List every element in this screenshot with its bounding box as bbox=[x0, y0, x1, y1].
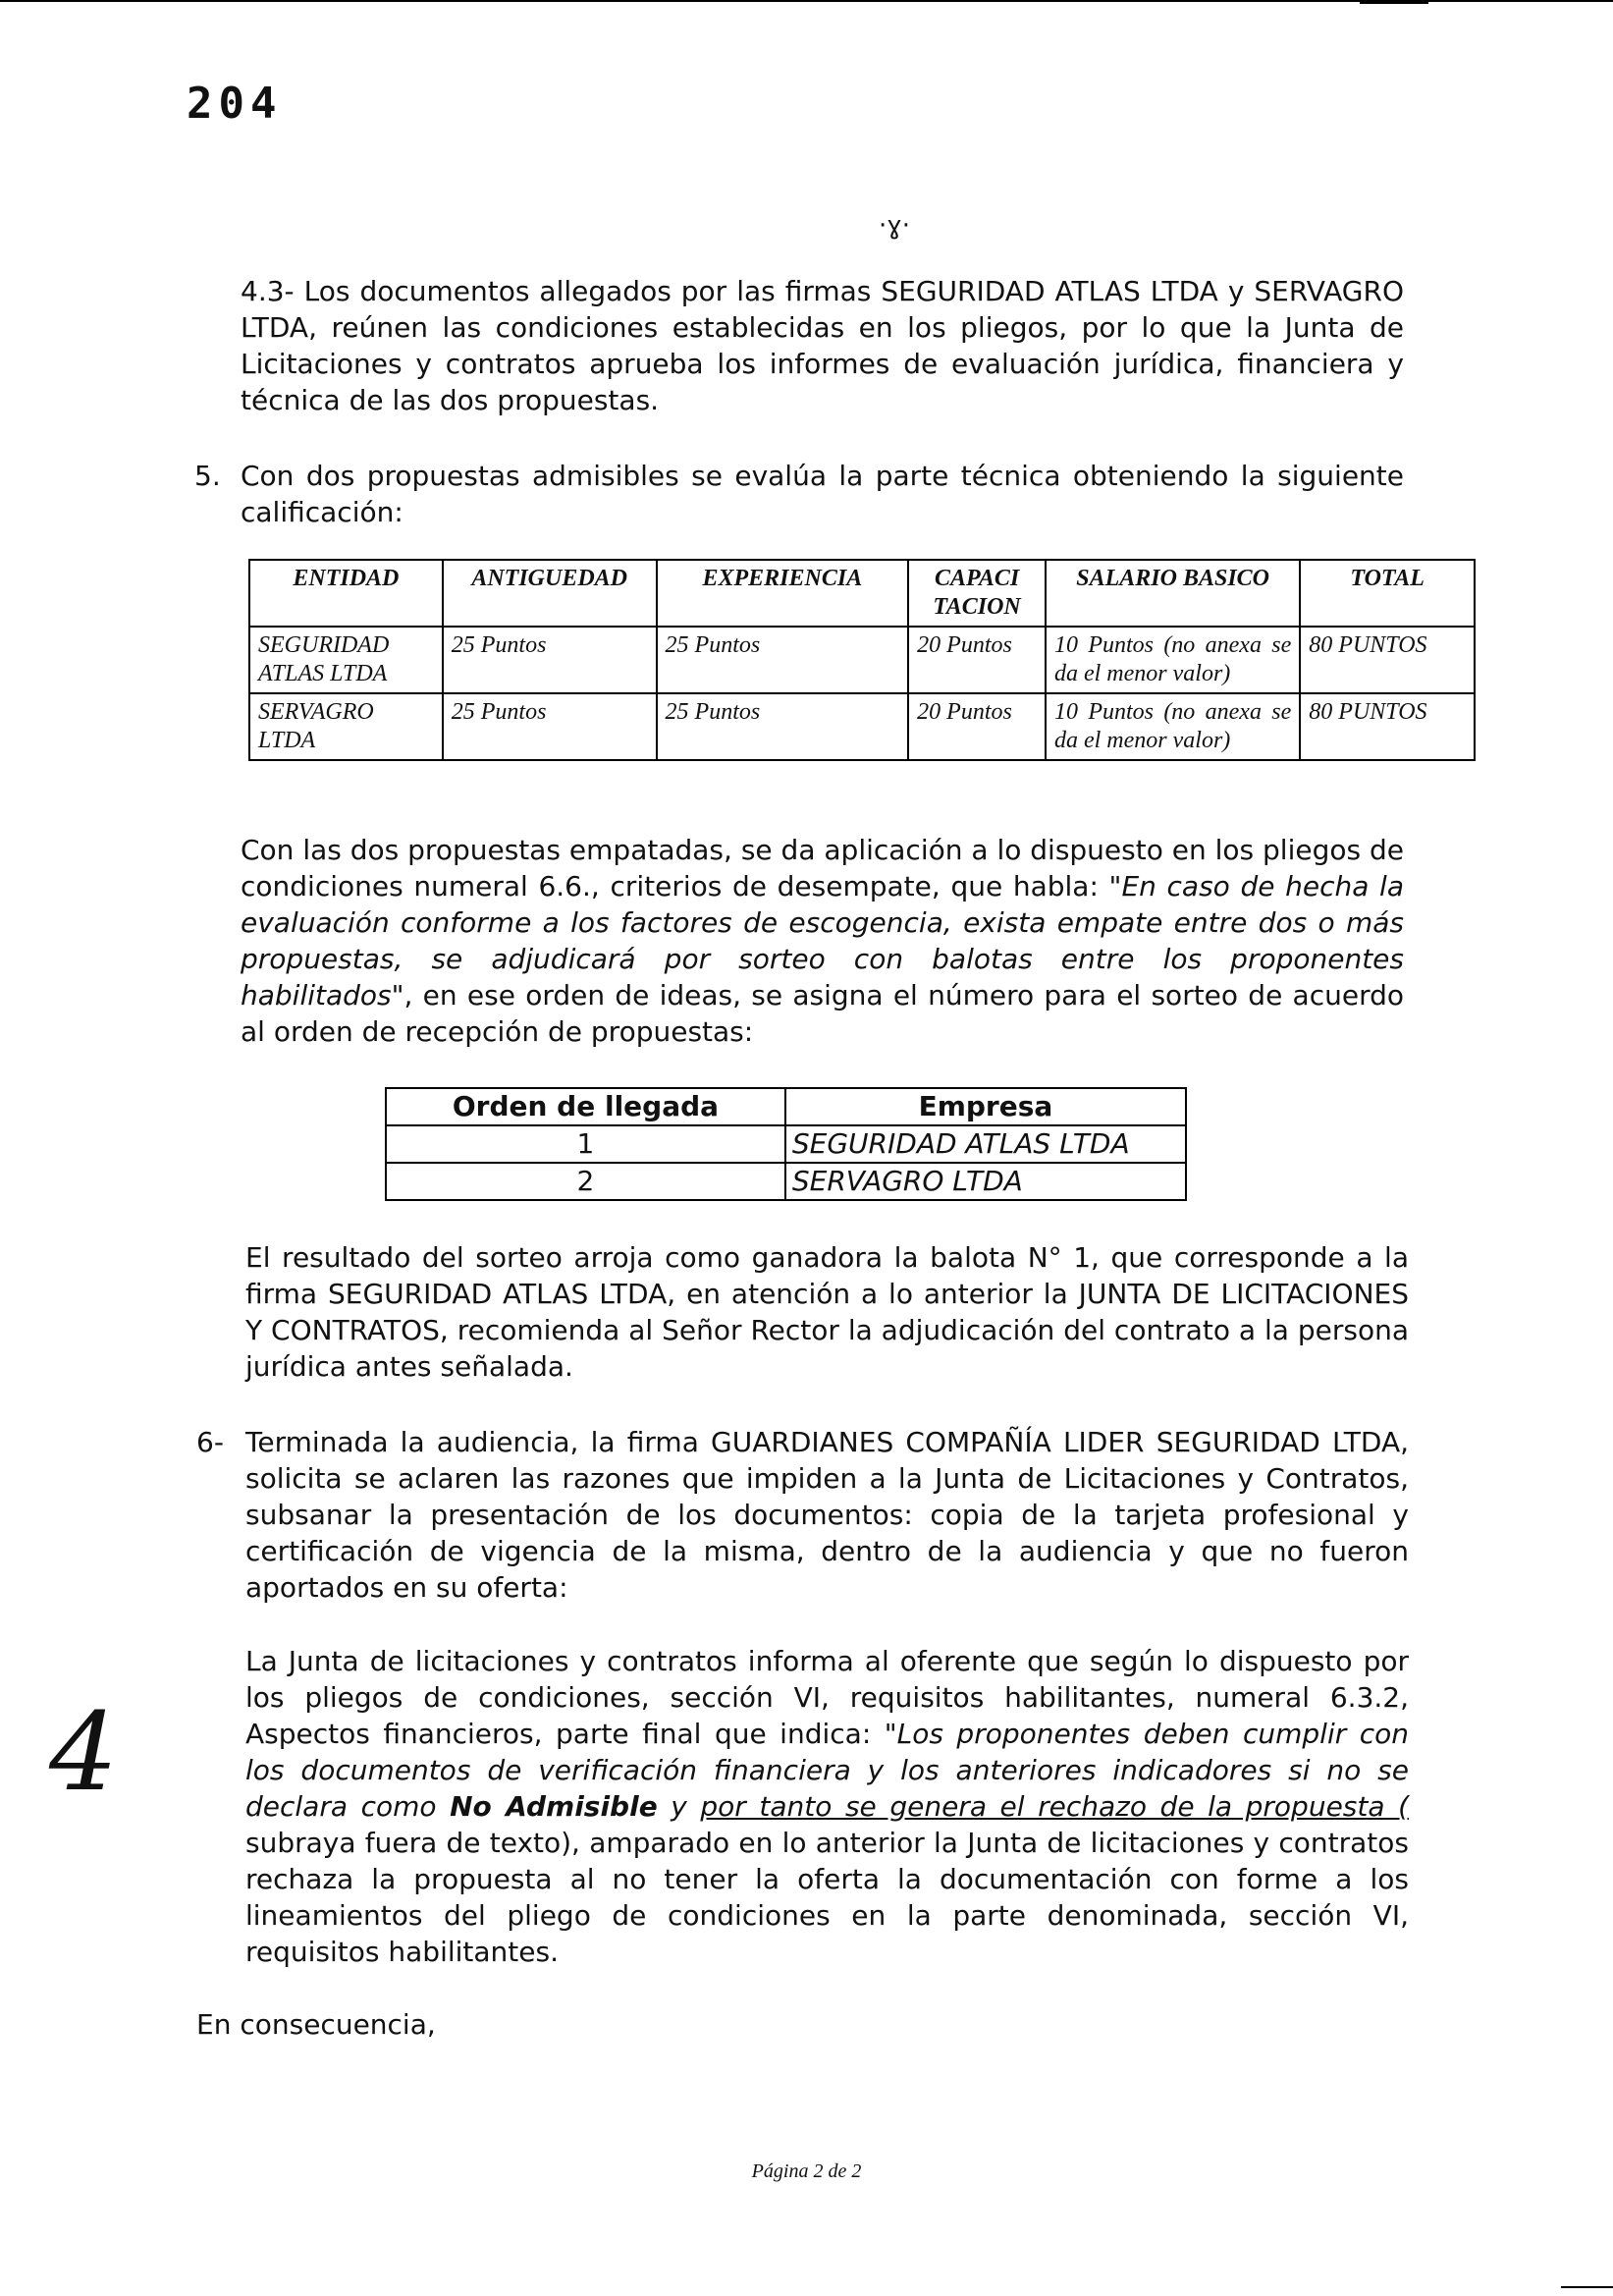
cell-entidad: SERVAGRO LTDA bbox=[249, 693, 443, 760]
tie-rest: , en ese orden de ideas, se asigna el número para el sorteo de acuerdo al orden de recepción de propuestas: bbox=[241, 979, 1404, 1048]
response-intro: La Junta de licitaciones y contratos informa al oferente que según lo dispuesto por los pliegos de condiciones, sección VI, requisitos habilitantes, numeral 6.3.2, Aspectos financieros, parte final que indica: " bbox=[245, 1645, 1409, 1750]
header-empresa: Empresa bbox=[785, 1088, 1186, 1125]
header-total: TOTAL bbox=[1300, 560, 1475, 627]
section-6-number: 6- bbox=[196, 1426, 224, 1458]
response-underlined: por tanto se genera el rechazo de la propuesta ( bbox=[700, 1790, 1410, 1823]
cell-capacitacion: 20 Puntos bbox=[908, 627, 1046, 693]
evaluation-table-header-row bbox=[249, 560, 1475, 627]
page-number: 204 bbox=[187, 79, 283, 129]
result-paragraph bbox=[245, 1239, 1409, 1385]
cell-salario: 10 Puntos (no anexa se da el menor valor) bbox=[1046, 627, 1300, 693]
cell-orden: 1 bbox=[386, 1125, 785, 1163]
tie-intro: Con las dos propuestas empatadas, se da aplicación a lo dispuesto en los pliegos de condiciones numeral 6.6., criterios de desempate, que habla: " bbox=[241, 834, 1404, 902]
response-quote-2: y bbox=[657, 1790, 701, 1823]
table-row bbox=[386, 1163, 1186, 1200]
order-table-header-row bbox=[386, 1088, 1186, 1125]
table-row bbox=[249, 693, 1475, 760]
header-orden-de-llegada: Orden de llegada bbox=[386, 1088, 785, 1125]
tie-paragraph-text bbox=[241, 832, 1404, 1050]
handwritten-margin-mark: 4 bbox=[49, 1689, 118, 1815]
tie-paragraph bbox=[241, 832, 1404, 1050]
stamp-mark: ·ɣ· bbox=[879, 211, 911, 241]
section-6-text: Terminada la audiencia, la firma GUARDIANES COMPAÑÍA LIDER SEGURIDAD LTDA, solicita se aclaren las razones que impiden a la Junta de Licitaciones y Contratos, subsanar la presentación de los documentos: copia de la tarjeta profesional y certificación de vigencia de la misma, dentro de la audiencia y que no fueron aportados en su oferta: bbox=[245, 1426, 1409, 1604]
evaluation-table bbox=[248, 559, 1476, 761]
cell-antiguedad: 25 Puntos bbox=[443, 693, 657, 760]
closing-line bbox=[196, 2006, 785, 2043]
header-salario-basico: SALARIO BASICO bbox=[1046, 560, 1300, 627]
header-antiguedad: ANTIGUEDAD bbox=[443, 560, 657, 627]
header-experiencia: EXPERIENCIA bbox=[657, 560, 909, 627]
section-5-number: 5. bbox=[194, 460, 221, 492]
cell-antiguedad: 25 Puntos bbox=[443, 627, 657, 693]
tie-quote: En caso de hecha la evaluación conforme a los factores de escogencia, exista empate entre dos o más propuestas, se adjudicará por sorteo con balotas entre los proponentes habilitados" bbox=[241, 870, 1404, 1011]
header-capacitacion: CAPACI TACION bbox=[908, 560, 1046, 627]
cell-total: 80 PUNTOS bbox=[1300, 627, 1475, 693]
top-rule-segment bbox=[1360, 2, 1428, 4]
paragraph-4-3-text: 4.3- Los documentos allegados por las firmas SEGURIDAD ATLAS LTDA y SERVAGRO LTDA, reúnen las condiciones establecidas en los pliegos, por lo que la Junta de Licitaciones y contratos aprueba los informes de evaluación jurídica, financiera y técnica de las dos propuestas. bbox=[241, 275, 1404, 416]
response-quote-1: Los proponentes deben cumplir con los documentos de verificación financiera y los anteriores indicadores si no se declara como bbox=[245, 1718, 1409, 1823]
page-footer: Página 2 de 2 bbox=[751, 2160, 862, 2182]
cell-entidad: SEGURIDAD ATLAS LTDA bbox=[249, 627, 443, 693]
cell-empresa: SERVAGRO LTDA bbox=[785, 1163, 1186, 1200]
cell-empresa: SEGURIDAD ATLAS LTDA bbox=[785, 1125, 1186, 1163]
response-rest: subraya fuera de texto), amparado en lo anterior la Junta de licitaciones y contratos rechaza la propuesta al no tener la oferta la documentación con forme a los lineamientos del pliego de condiciones en la parte denominada, sección VI, requisitos habilitantes. bbox=[245, 1827, 1409, 1968]
response-no-admisible: No Admisible bbox=[450, 1790, 658, 1823]
table-row bbox=[249, 627, 1475, 693]
closing-text: En consecuencia, bbox=[196, 2008, 436, 2041]
cell-total: 80 PUNTOS bbox=[1300, 693, 1475, 760]
cell-salario: 10 Puntos (no anexa se da el menor valor) bbox=[1046, 693, 1300, 760]
cell-experiencia: 25 Puntos bbox=[657, 693, 909, 760]
bottom-right-rule bbox=[1561, 2286, 1613, 2288]
section-5-text: Con dos propuestas admisibles se evalúa la parte técnica obteniendo la siguiente calificación: bbox=[241, 460, 1404, 528]
cell-experiencia: 25 Puntos bbox=[657, 627, 909, 693]
response-paragraph-text bbox=[245, 1643, 1409, 1970]
header-entidad: ENTIDAD bbox=[249, 560, 443, 627]
order-table bbox=[385, 1087, 1187, 1201]
cell-orden: 2 bbox=[386, 1163, 785, 1200]
cell-capacitacion: 20 Puntos bbox=[908, 693, 1046, 760]
section-5-paragraph bbox=[241, 458, 1404, 530]
paragraph-4-3 bbox=[241, 273, 1404, 418]
table-row bbox=[386, 1125, 1186, 1163]
response-paragraph bbox=[245, 1643, 1409, 1970]
result-paragraph-text: El resultado del sorteo arroja como ganadora la balota N° 1, que corresponde a la firma SEGURIDAD ATLAS LTDA, en atención a lo anterior la JUNTA DE LICITACIONES Y CONTRATOS, recomienda al Señor Rector la adjudicación del contrato a la persona jurídica antes señalada. bbox=[245, 1241, 1409, 1383]
section-6-paragraph bbox=[245, 1424, 1409, 1606]
